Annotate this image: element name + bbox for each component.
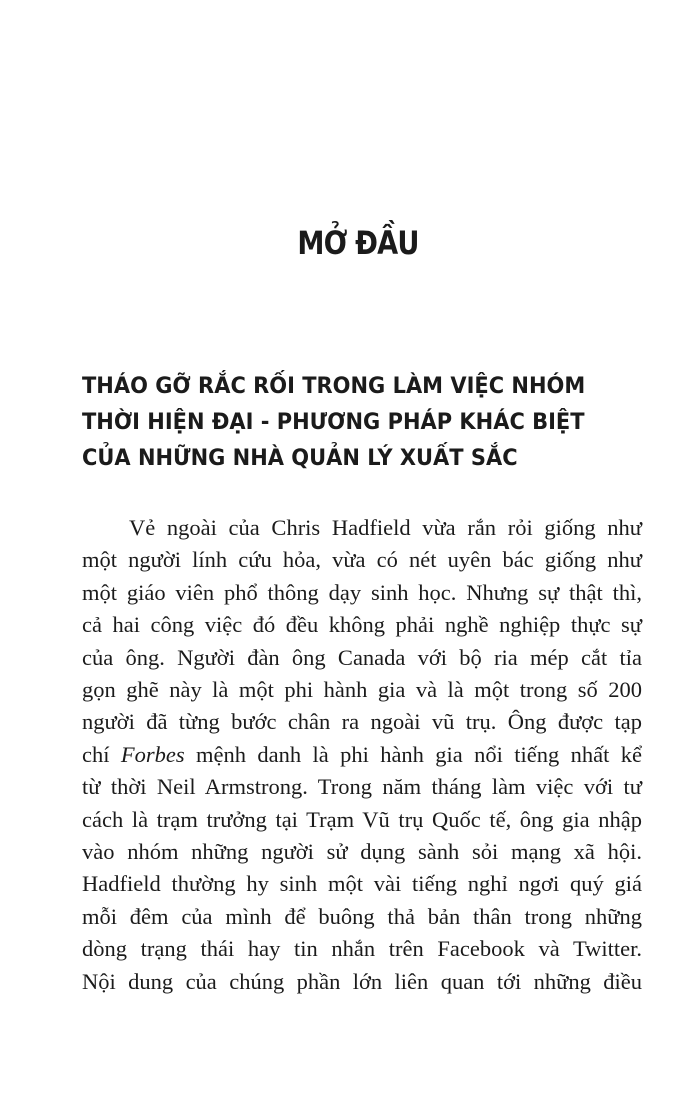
publication-name: Forbes xyxy=(120,741,185,767)
line-text-after: mệnh danh là phi hành gia nổi tiếng nhất kể xyxy=(184,741,642,767)
paragraph-line: dòng trạng thái hay tin nhắn trên Facebook và Twitter. xyxy=(82,936,642,962)
section-heading-line: CỦA NHỮNG NHÀ QUẢN LÝ XUẤT SẮC xyxy=(82,446,518,471)
paragraph-line: một giáo viên phổ thông dạy sinh học. Nhưng sự thật thì, xyxy=(82,579,642,605)
paragraph-line: gọn ghẽ này là một phi hành gia và là một trong số 200 xyxy=(82,677,642,703)
paragraph-line: mỗi đêm của mình để buông thả bản thân trong những xyxy=(82,903,642,929)
paragraph-line: của ông. Người đàn ông Canada với bộ ria mép cắt tỉa xyxy=(82,644,642,670)
paragraph-line: Vẻ ngoài của Chris Hadfield vừa rắn rỏi giống như xyxy=(129,515,642,540)
chapter-title: MỞ ĐẦU xyxy=(297,224,419,262)
paragraph-line: cách là trạm trưởng tại Trạm Vũ trụ Quốc tế, ông gia nhập xyxy=(82,806,642,832)
paragraph-line: người đã từng bước chân ra ngoài vũ trụ. Ông được tạp xyxy=(82,709,642,735)
paragraph-line: từ thời Neil Armstrong. Trong năm tháng làm việc với tư xyxy=(82,774,642,800)
paragraph-line: Nội dung của chúng phần lớn liên quan tới những điều xyxy=(82,968,642,994)
line-text-before: chí xyxy=(82,741,121,767)
paragraph-line: cả hai công việc đó đều không phải nghề nghiệp thực sự xyxy=(82,612,642,638)
paragraph-line: vào nhóm những người sử dụng sành sỏi mạng xã hội. xyxy=(82,839,642,865)
paragraph-line: một người lính cứu hỏa, vừa có nét uyên bác giống như xyxy=(82,547,642,573)
section-heading xyxy=(82,369,682,477)
section-heading-line: THÁO GỠ RẮC RỐI TRONG LÀM VIỆC NHÓM xyxy=(82,374,586,399)
body-paragraph xyxy=(82,512,642,998)
paragraph-line xyxy=(82,739,642,771)
section-heading-line: THỜI HIỆN ĐẠI - PHƯƠNG PHÁP KHÁC BIỆT xyxy=(82,410,585,435)
paragraph-line: Hadfield thường hy sinh một vài tiếng nghỉ ngơi quý giá xyxy=(82,871,642,897)
